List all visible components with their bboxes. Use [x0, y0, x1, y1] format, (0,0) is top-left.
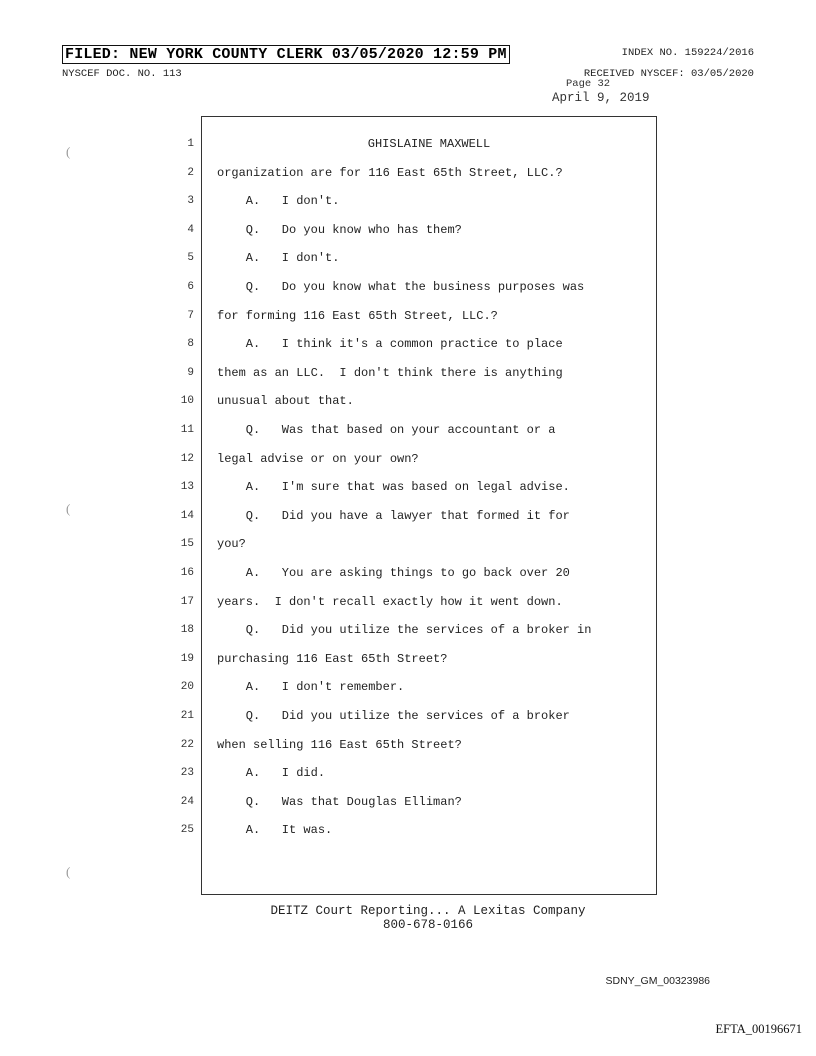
- line-number: 23: [180, 767, 194, 780]
- line-number: 13: [180, 481, 194, 494]
- transcript-line: Q. Was that based on your accountant or a: [217, 423, 556, 437]
- transcript-line: A. I did.: [217, 766, 326, 781]
- line-number: 7: [187, 309, 194, 322]
- transcript-line: for forming 116 East 65th Street, LLC.?: [217, 308, 498, 323]
- reporter-company: DEITZ Court Reporting... A Lexitas Company: [270, 904, 586, 918]
- line-number: 5: [187, 252, 194, 265]
- transcript-line: Q. Do you know who has them?: [217, 222, 462, 237]
- line-number: 3: [187, 195, 194, 208]
- transcript-line: Q. Was that Douglas Elliman?: [217, 794, 462, 809]
- transcript-line: A. I don't remember.: [217, 680, 405, 695]
- line-number: 6: [187, 281, 194, 293]
- filed-banner: FILED: NEW YORK COUNTY CLERK 03/05/2020 12:59 PM: [62, 45, 510, 64]
- transcript-line: Q. Do you know what the business purposes was: [217, 280, 585, 294]
- transcript-line: A. I don't.: [217, 194, 340, 209]
- nyscef-doc-number: NYSCEF DOC. NO. 113: [62, 68, 182, 80]
- line-number: 24: [180, 795, 194, 808]
- line-number: 18: [180, 624, 194, 637]
- line-number: 21: [180, 710, 194, 722]
- transcript-line: organization are for 116 East 65th Street, LLC.?: [217, 165, 563, 180]
- page-number: Page 32: [566, 78, 611, 90]
- transcript-line: Q. Did you utilize the services of a broker: [217, 709, 570, 723]
- transcript-line: A. It was.: [217, 823, 333, 838]
- transcript-line: Q. Did you utilize the services of a broker in: [217, 623, 592, 638]
- line-number: 1: [187, 138, 194, 150]
- line-number: 2: [187, 166, 194, 179]
- margin-mark: (: [66, 864, 71, 879]
- index-number: INDEX NO. 159224/2016: [621, 47, 754, 59]
- transcript-line: A. I don't.: [217, 251, 340, 266]
- transcript-line: legal advise or on your own?: [217, 451, 419, 466]
- transcript-line: A. I'm sure that was based on legal advise.: [217, 480, 570, 495]
- transcript-line: Q. Did you have a lawyer that formed it for: [217, 508, 570, 523]
- transcript-line: unusual about that.: [217, 394, 354, 409]
- line-number: 14: [180, 509, 194, 522]
- line-number: 10: [180, 395, 194, 408]
- line-number: 9: [187, 366, 194, 379]
- line-number: 15: [180, 538, 194, 551]
- line-number: 11: [180, 424, 194, 436]
- transcript-line: you?: [217, 537, 246, 552]
- line-number: 19: [180, 652, 194, 665]
- reporter-phone: 800-678-0166: [382, 918, 473, 932]
- transcript-line: them as an LLC. I don't think there is anything: [217, 365, 563, 380]
- witness-name: GHISLAINE MAXWELL: [367, 137, 491, 151]
- transcript-line: when selling 116 East 65th Street?: [217, 737, 462, 752]
- bates-number: SDNY_GM_00323986: [605, 975, 710, 987]
- line-number: 12: [180, 452, 194, 465]
- line-number: 20: [180, 681, 194, 694]
- line-number: 17: [180, 595, 194, 608]
- line-number: 25: [180, 824, 194, 837]
- line-number: 16: [180, 567, 194, 579]
- received-date: RECEIVED NYSCEF: 03/05/2020: [583, 68, 754, 80]
- margin-mark: (: [66, 501, 71, 516]
- line-number: 22: [180, 738, 194, 751]
- line-number: 8: [187, 338, 194, 351]
- line-number: 4: [187, 223, 194, 236]
- transcript-line: purchasing 116 East 65th Street?: [217, 651, 448, 666]
- margin-mark: (: [66, 144, 71, 159]
- transcript-date: April 9, 2019: [552, 91, 650, 105]
- transcript-line: A. You are asking things to go back over 20: [217, 566, 570, 580]
- efta-number: EFTA_00196671: [715, 1022, 802, 1036]
- transcript-line: A. I think it's a common practice to place: [217, 337, 563, 352]
- transcript-line: years. I don't recall exactly how it went down.: [217, 594, 563, 609]
